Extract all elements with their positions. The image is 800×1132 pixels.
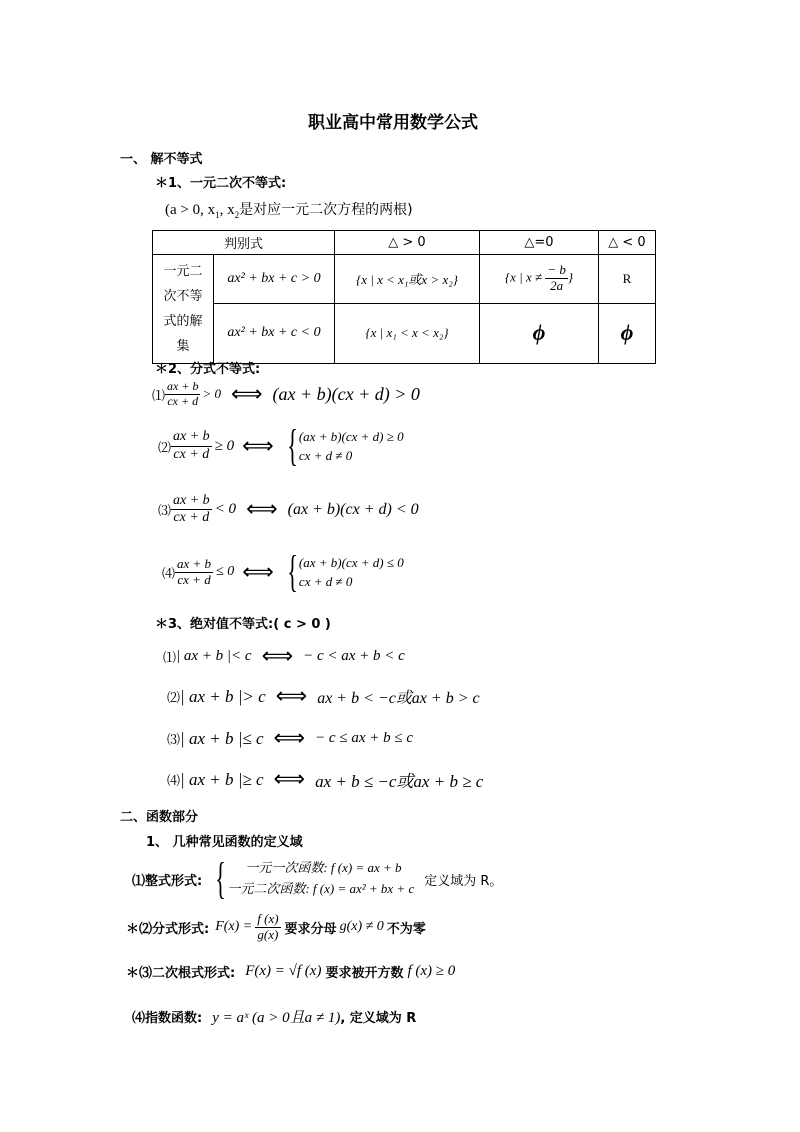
abs-inequality-4: ⑷ | ax + b |≥ c ⟺ ax + b ≤ −c或ax + b ≥ c <box>167 767 484 792</box>
subsection-1-1-heading: ＊1、一元二次不等式: <box>155 176 287 191</box>
subsection-2-1-heading: 1、 几种常见函数的定义域 <box>146 835 303 850</box>
table-header-zero: △=0 <box>480 231 599 255</box>
table-row2-negative: ϕ <box>599 303 656 363</box>
fraction-inequality-4: ⑷ $\frac{ax + b}{cx + d}$ ≤ 0 ⟺ { (ax + b)(cx + d) ≤ 0 cx + d ≠ 0 <box>162 547 404 596</box>
fraction-domain-item: ＊⑵分式形式: F(x) = $\frac{f (x)}{g(x)}$ 要求分母 g(x) ≠ 0 不为零 <box>126 911 426 942</box>
page-title: 职业高中常用数学公式 <box>308 113 478 133</box>
abs-inequality-1: ⑴ | ax + b |< c ⟺ − c < ax + b < c <box>163 644 405 669</box>
roots-note: (a > 0, $x_1$, $x_2$是对应一元二次方程的两根) <box>165 202 413 220</box>
abs-inequality-3: ⑶ | ax + b |≤ c ⟺ − c ≤ ax + b ≤ c <box>167 726 413 751</box>
exponential-domain-item: ⑷指数函数: y = aˣ (a > 0且a ≠ 1) , 定义域为 R <box>132 1010 417 1026</box>
quadratic-inequality-table <box>152 230 656 364</box>
table-row-label: 一元二次不等式的解集 <box>153 255 214 364</box>
table-row1-negative: R <box>599 255 656 304</box>
table-row1-positive: {x | x < x₁或x > x₂} <box>335 255 480 304</box>
table-header-discriminant: 判别式 <box>153 231 335 255</box>
table-row2-inequality: ax² + bx + c < 0 <box>214 303 335 363</box>
subsection-1-2-heading: ＊2、分式不等式: <box>155 362 261 377</box>
polynomial-domain-item: ⑴整式形式: { 一元一次函数: f (x) = ax + b 一元二次函数: f (x) = ax² + bx + c 定义域为 R。 <box>132 854 503 903</box>
abs-inequality-2: ⑵ | ax + b |> c ⟺ ax + b < −c或ax + b > c <box>167 684 480 709</box>
table-row1-zero: {x | x ≠ $\frac{- b}{2a}$ } <box>480 255 599 304</box>
radical-domain-item: ＊⑶二次根式形式: F(x) = √f (x) 要求被开方数 f (x) ≥ 0 <box>126 963 456 981</box>
section-2-heading: 二、函数部分 <box>120 810 199 825</box>
section-1-heading: 一、 解不等式 <box>120 152 203 167</box>
table-header-negative: △ < 0 <box>599 231 656 255</box>
table-header-positive: △ > 0 <box>335 231 480 255</box>
table-row2-positive: {x | x₁ < x < x₂} <box>335 303 480 363</box>
subsection-1-3-heading: ＊3、绝对值不等式:( c > 0 ) <box>155 617 331 632</box>
table-row2-zero: ϕ <box>480 303 599 363</box>
fraction-inequality-2: ⑵ $\frac{ax + b}{cx + d}$ ≥ 0 ⟺ { (ax + b)(cx + d) ≥ 0 cx + d ≠ 0 <box>158 421 404 470</box>
fraction-inequality-1: ⑴ $\frac{ax + b}{cx + d}$ > 0 ⟺ (ax + b)(cx + d) > 0 <box>152 379 420 408</box>
fraction-inequality-3: ⑶ $\frac{ax + b}{cx + d}$ < 0 ⟺ (ax + b)(cx + d) < 0 <box>158 493 419 526</box>
table-row1-inequality: ax² + bx + c > 0 <box>214 255 335 304</box>
